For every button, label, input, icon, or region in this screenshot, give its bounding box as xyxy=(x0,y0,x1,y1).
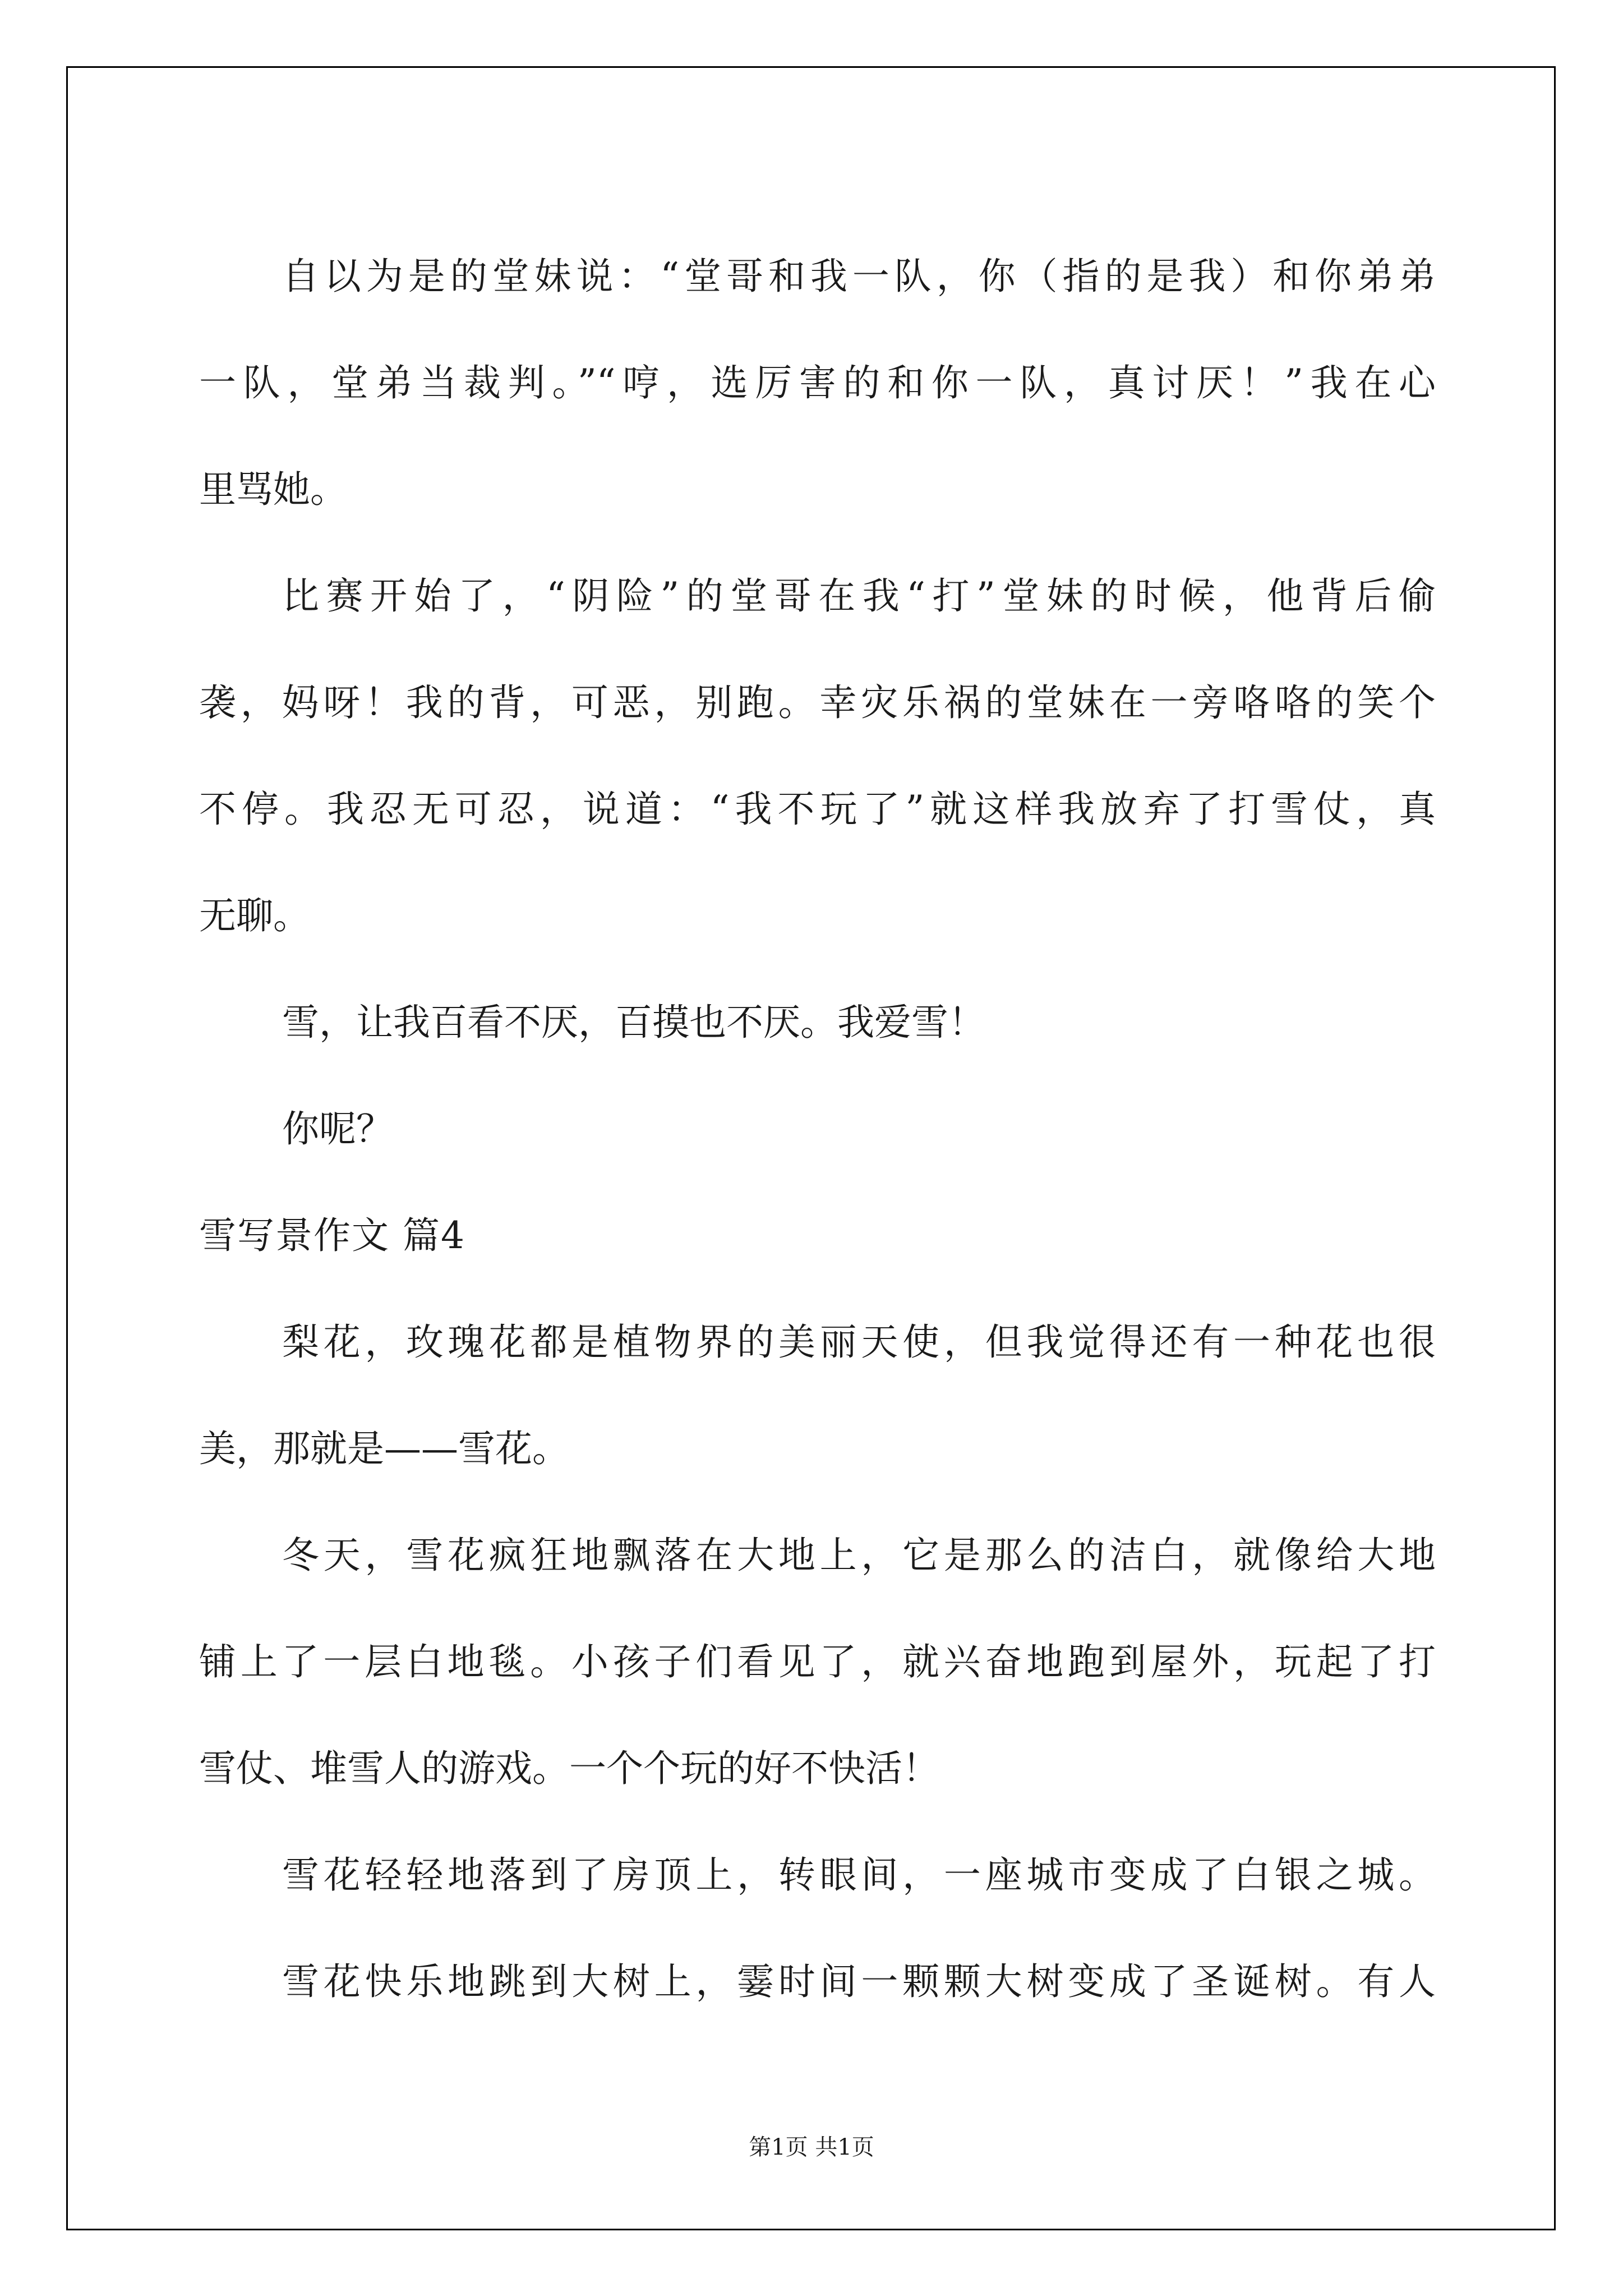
paragraph-line: 雪花轻轻地落到了房顶上，转眼间，一座城市变成了白银之城。 xyxy=(282,1853,1436,1897)
paragraph-line: 比赛开始了，“阴险”的堂哥在我“打”堂妹的时候，他背后偷 xyxy=(282,574,1436,618)
paragraph-line: 雪仗、堆雪人的游戏。一个个玩的好不快活！ xyxy=(199,1747,939,1790)
paragraph-line: 袭，妈呀！我的背，可恶，别跑。幸灾乐祸的堂妹在一旁咯咯的笑个 xyxy=(199,681,1436,724)
paragraph-line: 雪花快乐地跳到大树上，霎时间一颗颗大树变成了圣诞树。有人 xyxy=(282,1960,1436,2003)
paragraph-line: 雪，让我百看不厌，百摸也不厌。我爱雪！ xyxy=(282,1001,985,1044)
paragraph-line: 自以为是的堂妹说：“堂哥和我一队，你（指的是我）和你弟弟 xyxy=(282,255,1436,298)
page-number-footer: 第1页 共1页 xyxy=(749,2134,874,2160)
paragraph-line: 铺上了一层白地毯。小孩子们看见了，就兴奋地跑到屋外，玩起了打 xyxy=(199,1640,1436,1683)
paragraph-line: 你呢？ xyxy=(282,1107,393,1151)
paragraph-line: 里骂她。 xyxy=(199,468,347,511)
paragraph-line: 美，那就是——雪花。 xyxy=(199,1427,569,1470)
paragraph-line: 无聊。 xyxy=(199,894,310,937)
paragraph-line: 冬天，雪花疯狂地飘落在大地上，它是那么的洁白，就像给大地 xyxy=(282,1534,1436,1577)
paragraph-line: 不停。我忍无可忍，说道：“我不玩了”就这样我放弃了打雪仗，真 xyxy=(199,788,1436,831)
paragraph-line: 一队，堂弟当裁判。”“哼，选厉害的和你一队，真讨厌！”我在心 xyxy=(199,361,1436,404)
document-body xyxy=(199,223,1436,2035)
paragraph-line: 梨花，玫瑰花都是植物界的美丽天使，但我觉得还有一种花也很 xyxy=(282,1320,1436,1364)
section-heading: 雪写景作文 篇4 xyxy=(199,1214,465,1257)
